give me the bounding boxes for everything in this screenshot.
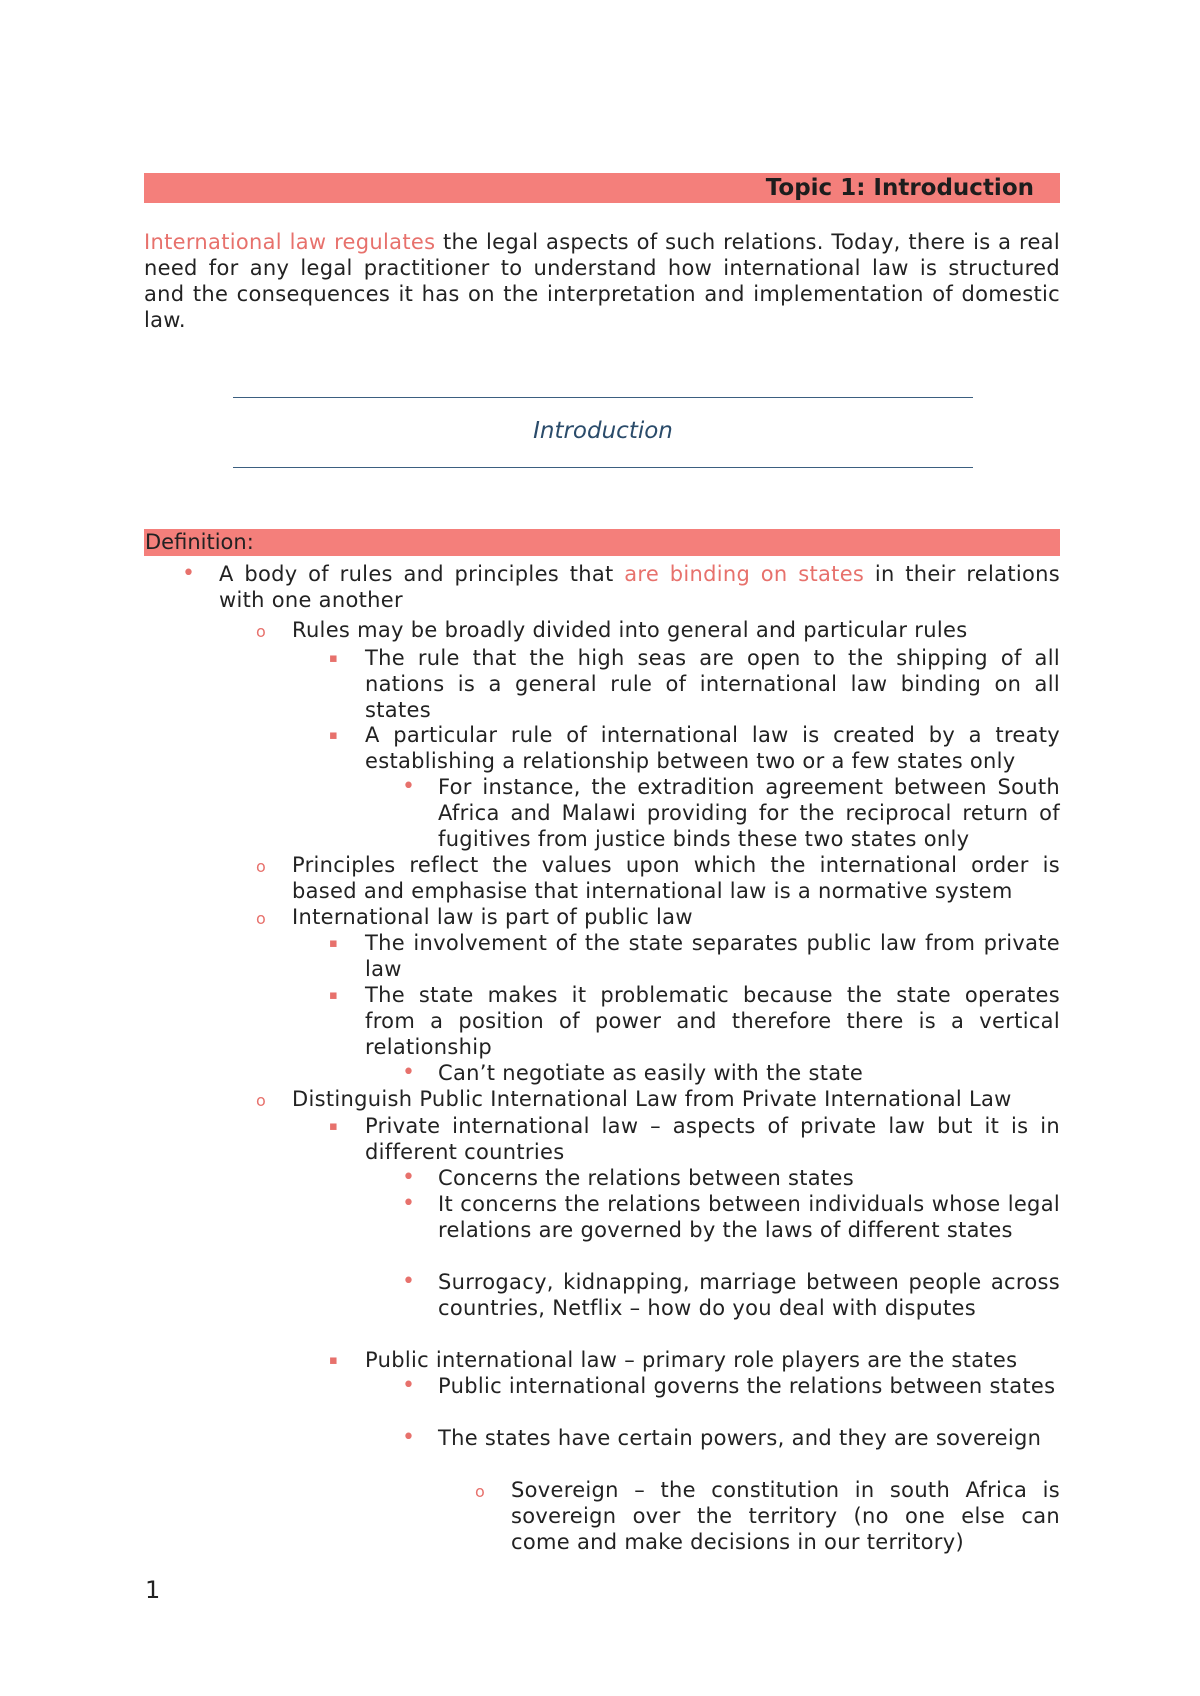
list-item-level5	[475, 1477, 1060, 1555]
list-item-level4	[402, 1165, 1060, 1191]
bullet-dot-icon: •	[182, 561, 196, 586]
list-item-text: The state makes it problematic because the state operates from a position of power and therefore there is a vertical relationship	[365, 983, 1060, 1059]
list-item-level3	[329, 930, 1060, 982]
list-item-text: Distinguish Public International Law from Private International Law	[292, 1087, 1012, 1111]
list-item-text: Concerns the relations between states	[438, 1166, 854, 1190]
intro-highlight: International law regulates	[144, 230, 436, 254]
intro-text: the legal aspects of such relations. Today, there is a real need for any legal practitioner to understand how international law is structured and the consequences it has on the interpretation and implementation of domestic law.	[144, 230, 1060, 332]
list-item-level3	[329, 722, 1060, 774]
definition-highlight: are binding on states	[624, 562, 865, 586]
list-item-text: The states have certain powers, and they are sovereign	[438, 1426, 1042, 1450]
list-item-level4	[402, 1373, 1060, 1399]
list-item-text: International law is part of public law	[292, 905, 693, 929]
bullet-dot-icon: •	[402, 1165, 416, 1190]
definition-bar	[144, 529, 1060, 556]
bullet-square-icon: ▪	[329, 1353, 339, 1368]
bullet-circle-icon: o	[256, 622, 267, 641]
definition-text-end: in their relations with one another	[219, 562, 1060, 612]
list-item-text: The involvement of the state separates public law from private law	[365, 931, 1060, 981]
section-divider-top	[233, 397, 973, 398]
page-title: Topic 1: Introduction	[765, 175, 1034, 201]
list-item-level4	[402, 1425, 1060, 1451]
list-item-text: Public international law – primary role players are the states	[365, 1348, 1018, 1372]
bullet-circle-icon: o	[256, 857, 267, 876]
bullet-dot-icon: •	[402, 1373, 416, 1398]
list-item-text: Can’t negotiate as easily with the state	[438, 1061, 864, 1085]
list-item-text: The rule that the high seas are open to the shipping of all nations is a general rule of international law binding on all states	[365, 646, 1060, 722]
list-item-text: Sovereign – the constitution in south Africa is sovereign over the territory (no one else can come and make decisions in our territory)	[511, 1478, 1060, 1554]
topic-header-bar	[144, 173, 1060, 203]
list-item-text: It concerns the relations between individuals whose legal relations are governed by the laws of different states	[438, 1192, 1060, 1242]
section-heading: Introduction	[533, 418, 673, 444]
list-item-text: Public international governs the relations between states	[438, 1374, 1056, 1398]
bullet-square-icon: ▪	[329, 1119, 339, 1134]
list-item-level3	[329, 1113, 1060, 1165]
bullet-square-icon: ▪	[329, 988, 339, 1003]
bullet-dot-icon: •	[402, 1425, 416, 1450]
bullet-dot-icon: •	[402, 1191, 416, 1216]
list-item-level4	[402, 1060, 1060, 1086]
list-item-text: Surrogacy, kidnapping, marriage between people across countries, Netflix – how do you deal with disputes	[438, 1270, 1060, 1320]
list-item-level4	[402, 1269, 1060, 1321]
list-item-level3	[329, 1347, 1060, 1373]
bullet-circle-icon: o	[256, 1091, 267, 1110]
definition-text: A body of rules and principles that	[219, 562, 625, 586]
list-item-level2	[256, 1086, 1060, 1112]
definition-label: Definition:	[145, 530, 254, 554]
bullet-square-icon: ▪	[329, 651, 339, 666]
list-item-level3	[329, 645, 1060, 723]
list-item-text: A particular rule of international law is created by a treaty establishing a relationship between two or a few states only	[365, 723, 1060, 773]
bullet-square-icon: ▪	[329, 728, 339, 743]
bullet-dot-icon: •	[402, 774, 416, 799]
list-item-level4	[402, 1191, 1060, 1243]
list-item-level1	[182, 561, 1060, 613]
page-number: 1	[145, 1576, 161, 1604]
bullet-dot-icon: •	[402, 1060, 416, 1085]
bullet-dot-icon: •	[402, 1269, 416, 1294]
list-item-text: For instance, the extradition agreement between South Africa and Malawi providing for the reciprocal return of fugitives from justice binds these two states only	[438, 775, 1060, 851]
list-item-level2	[256, 617, 1060, 643]
intro-paragraph	[144, 229, 1060, 333]
list-item-level3	[329, 982, 1060, 1060]
section-divider-bottom	[233, 467, 973, 468]
bullet-circle-icon: o	[256, 909, 267, 928]
list-item-level2	[256, 852, 1060, 904]
list-item-level4	[402, 774, 1060, 852]
list-item-text: Rules may be broadly divided into general and particular rules	[292, 618, 968, 642]
bullet-circle-icon: o	[475, 1482, 486, 1501]
list-item-text: Private international law – aspects of private law but it is in different countries	[365, 1114, 1060, 1164]
list-item-level2	[256, 904, 1060, 930]
list-item-text: Principles reflect the values upon which the international order is based and emphasise that international law is a normative system	[292, 853, 1060, 903]
bullet-square-icon: ▪	[329, 936, 339, 951]
